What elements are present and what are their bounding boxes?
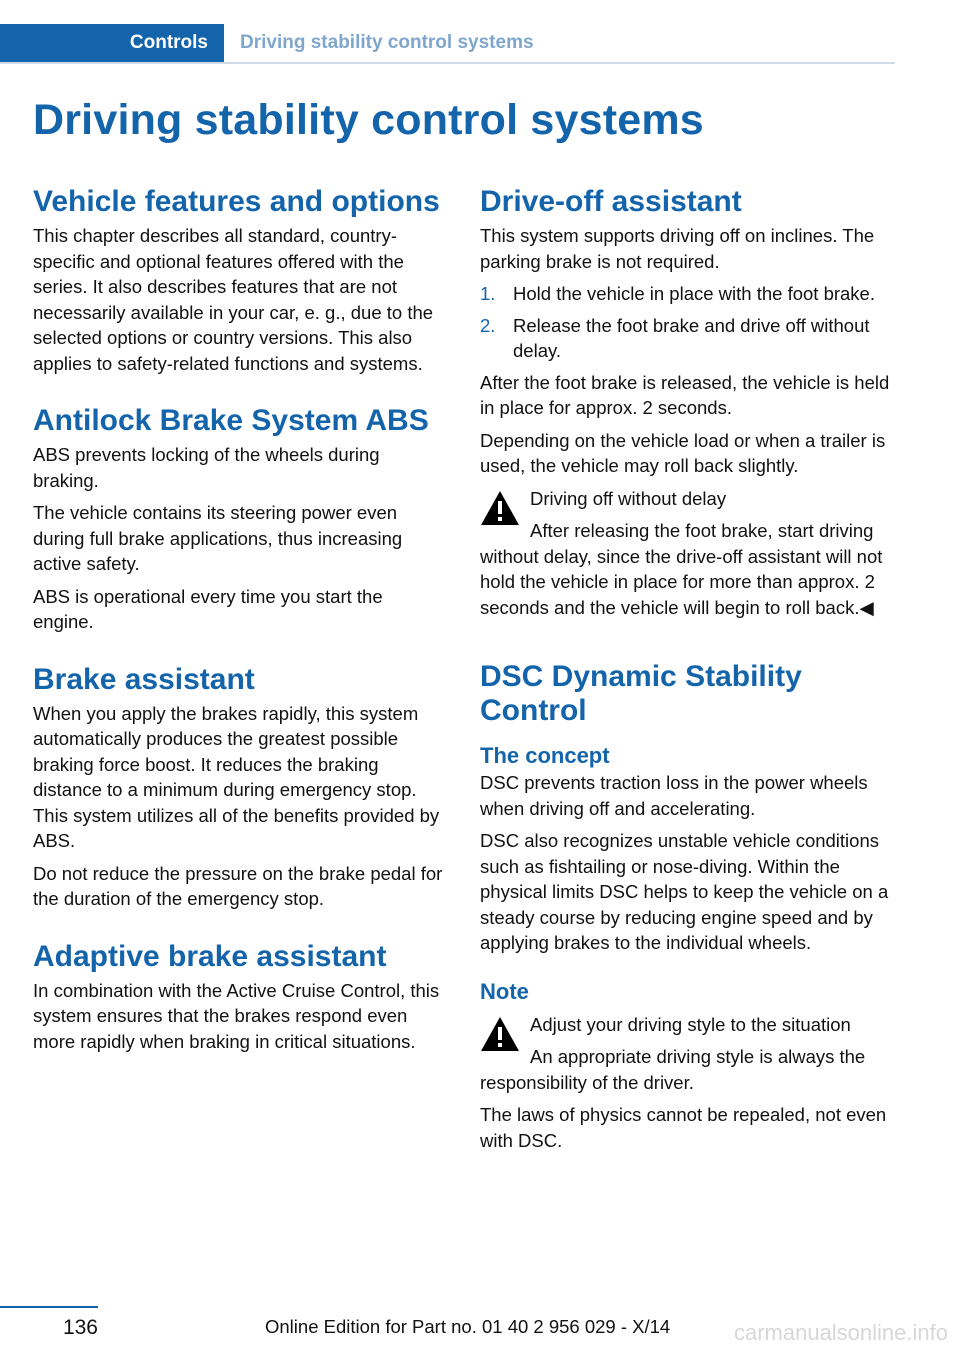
heading-dsc: DSC Dynamic Stability Control <box>480 660 802 727</box>
heading-note: Note <box>480 978 529 1004</box>
warning-title: Driving off without delay <box>530 487 727 509</box>
section-drive-off-assistant <box>480 185 895 620</box>
paragraph: The vehicle contains its steering power even during full brake applications, thus increasing active safety. <box>33 502 403 574</box>
paragraph: Do not reduce the pressure on the brake pedal for the duration of the emergency stop. <box>33 862 443 909</box>
paragraph: DSC prevents traction loss in the power wheels when driving off and accelerating. <box>480 772 868 819</box>
step-text: Hold the vehicle in place with the foot brake. <box>513 283 875 304</box>
right-column <box>480 185 895 1181</box>
section-abs <box>33 404 448 635</box>
warning-box <box>480 1012 895 1096</box>
steps-list <box>480 281 895 364</box>
step-number: 1. <box>480 283 496 304</box>
footer-line <box>0 1306 98 1308</box>
paragraph: The laws of physics cannot be repealed, not even with DSC. <box>480 1104 887 1151</box>
tab-section-title[interactable]: Driving stability control systems <box>240 32 534 53</box>
warning-body: An appropriate driving style is always the responsibility of the driver. <box>480 1046 866 1093</box>
warning-triangle-icon <box>480 1016 520 1052</box>
paragraph: After the foot brake is released, the vehicle is held in place for approx. 2 seconds. <box>480 371 890 418</box>
list-item <box>480 281 895 307</box>
step-number: 2. <box>480 314 496 336</box>
paragraph: DSC also recognizes unstable vehicle conditions such as fishtailing or nose-diving. Within the physical limits DSC helps to keep the vehicle on a steady course by reducing engine speed and by applying brakes to the individual wheels. <box>480 830 889 953</box>
page-number: 136 <box>62 1316 98 1339</box>
tab-controls[interactable]: Controls <box>0 24 224 62</box>
heading-brake-assistant: Brake assistant <box>33 662 255 696</box>
paragraph: Depending on the vehicle load or when a trailer is used, the vehicle may roll back slightly. <box>480 429 886 476</box>
paragraph: ABS prevents locking of the wheels during braking. <box>33 444 380 491</box>
header-bar <box>0 24 895 64</box>
paragraph: ABS is operational every time you start the engine. <box>33 585 383 632</box>
warning-body: After releasing the foot brake, start driving without delay, since the drive-off assistant will not hold the vehicle in place for more than approx. 2 seconds and the vehicle will begin to roll back.◀ <box>480 520 883 618</box>
paragraph: When you apply the brakes rapidly, this system automatically produces the greatest possible braking force boost. It reduces the braking distance to a minimum during emergency stop. This system utilizes all of the benefits provided by ABS. <box>33 702 440 851</box>
paragraph: This chapter describes all standard, country-specific and optional features offered with the series. It also describes features that are not necessarily available in your car, e. g., due to the selected options or country versions. This also applies to safety-related functions and systems. <box>33 225 434 374</box>
warning-title: Adjust your driving style to the situation <box>530 1013 851 1035</box>
section-vehicle-features <box>33 185 448 376</box>
warning-box <box>480 486 895 621</box>
heading-adaptive-brake-assistant: Adaptive brake assistant <box>33 939 387 973</box>
heading-drive-off-assistant: Drive-off assistant <box>480 185 742 218</box>
paragraph: In combination with the Active Cruise Control, this system ensures that the brakes respond even more rapidly when braking in critical situations. <box>33 979 440 1052</box>
page-title: Driving stability control systems <box>33 96 704 144</box>
left-column <box>33 185 448 1082</box>
section-dsc <box>480 660 895 1153</box>
heading-vehicle-features: Vehicle features and options <box>33 185 440 218</box>
section-adaptive-brake-assistant <box>33 940 448 1055</box>
section-brake-assistant <box>33 663 448 912</box>
edition-text: Online Edition for Part no. 01 40 2 956 029 - X/14 <box>265 1316 671 1337</box>
step-text: Release the foot brake and drive off without delay. <box>513 314 870 361</box>
paragraph: This system supports driving off on inclines. The parking brake is not required. <box>480 225 875 272</box>
heading-abs: Antilock Brake System ABS <box>33 404 429 437</box>
watermark: carmanualsonline.info <box>733 1320 948 1345</box>
warning-triangle-icon <box>480 490 520 526</box>
heading-the-concept: The concept <box>480 743 610 768</box>
list-item <box>480 313 895 364</box>
